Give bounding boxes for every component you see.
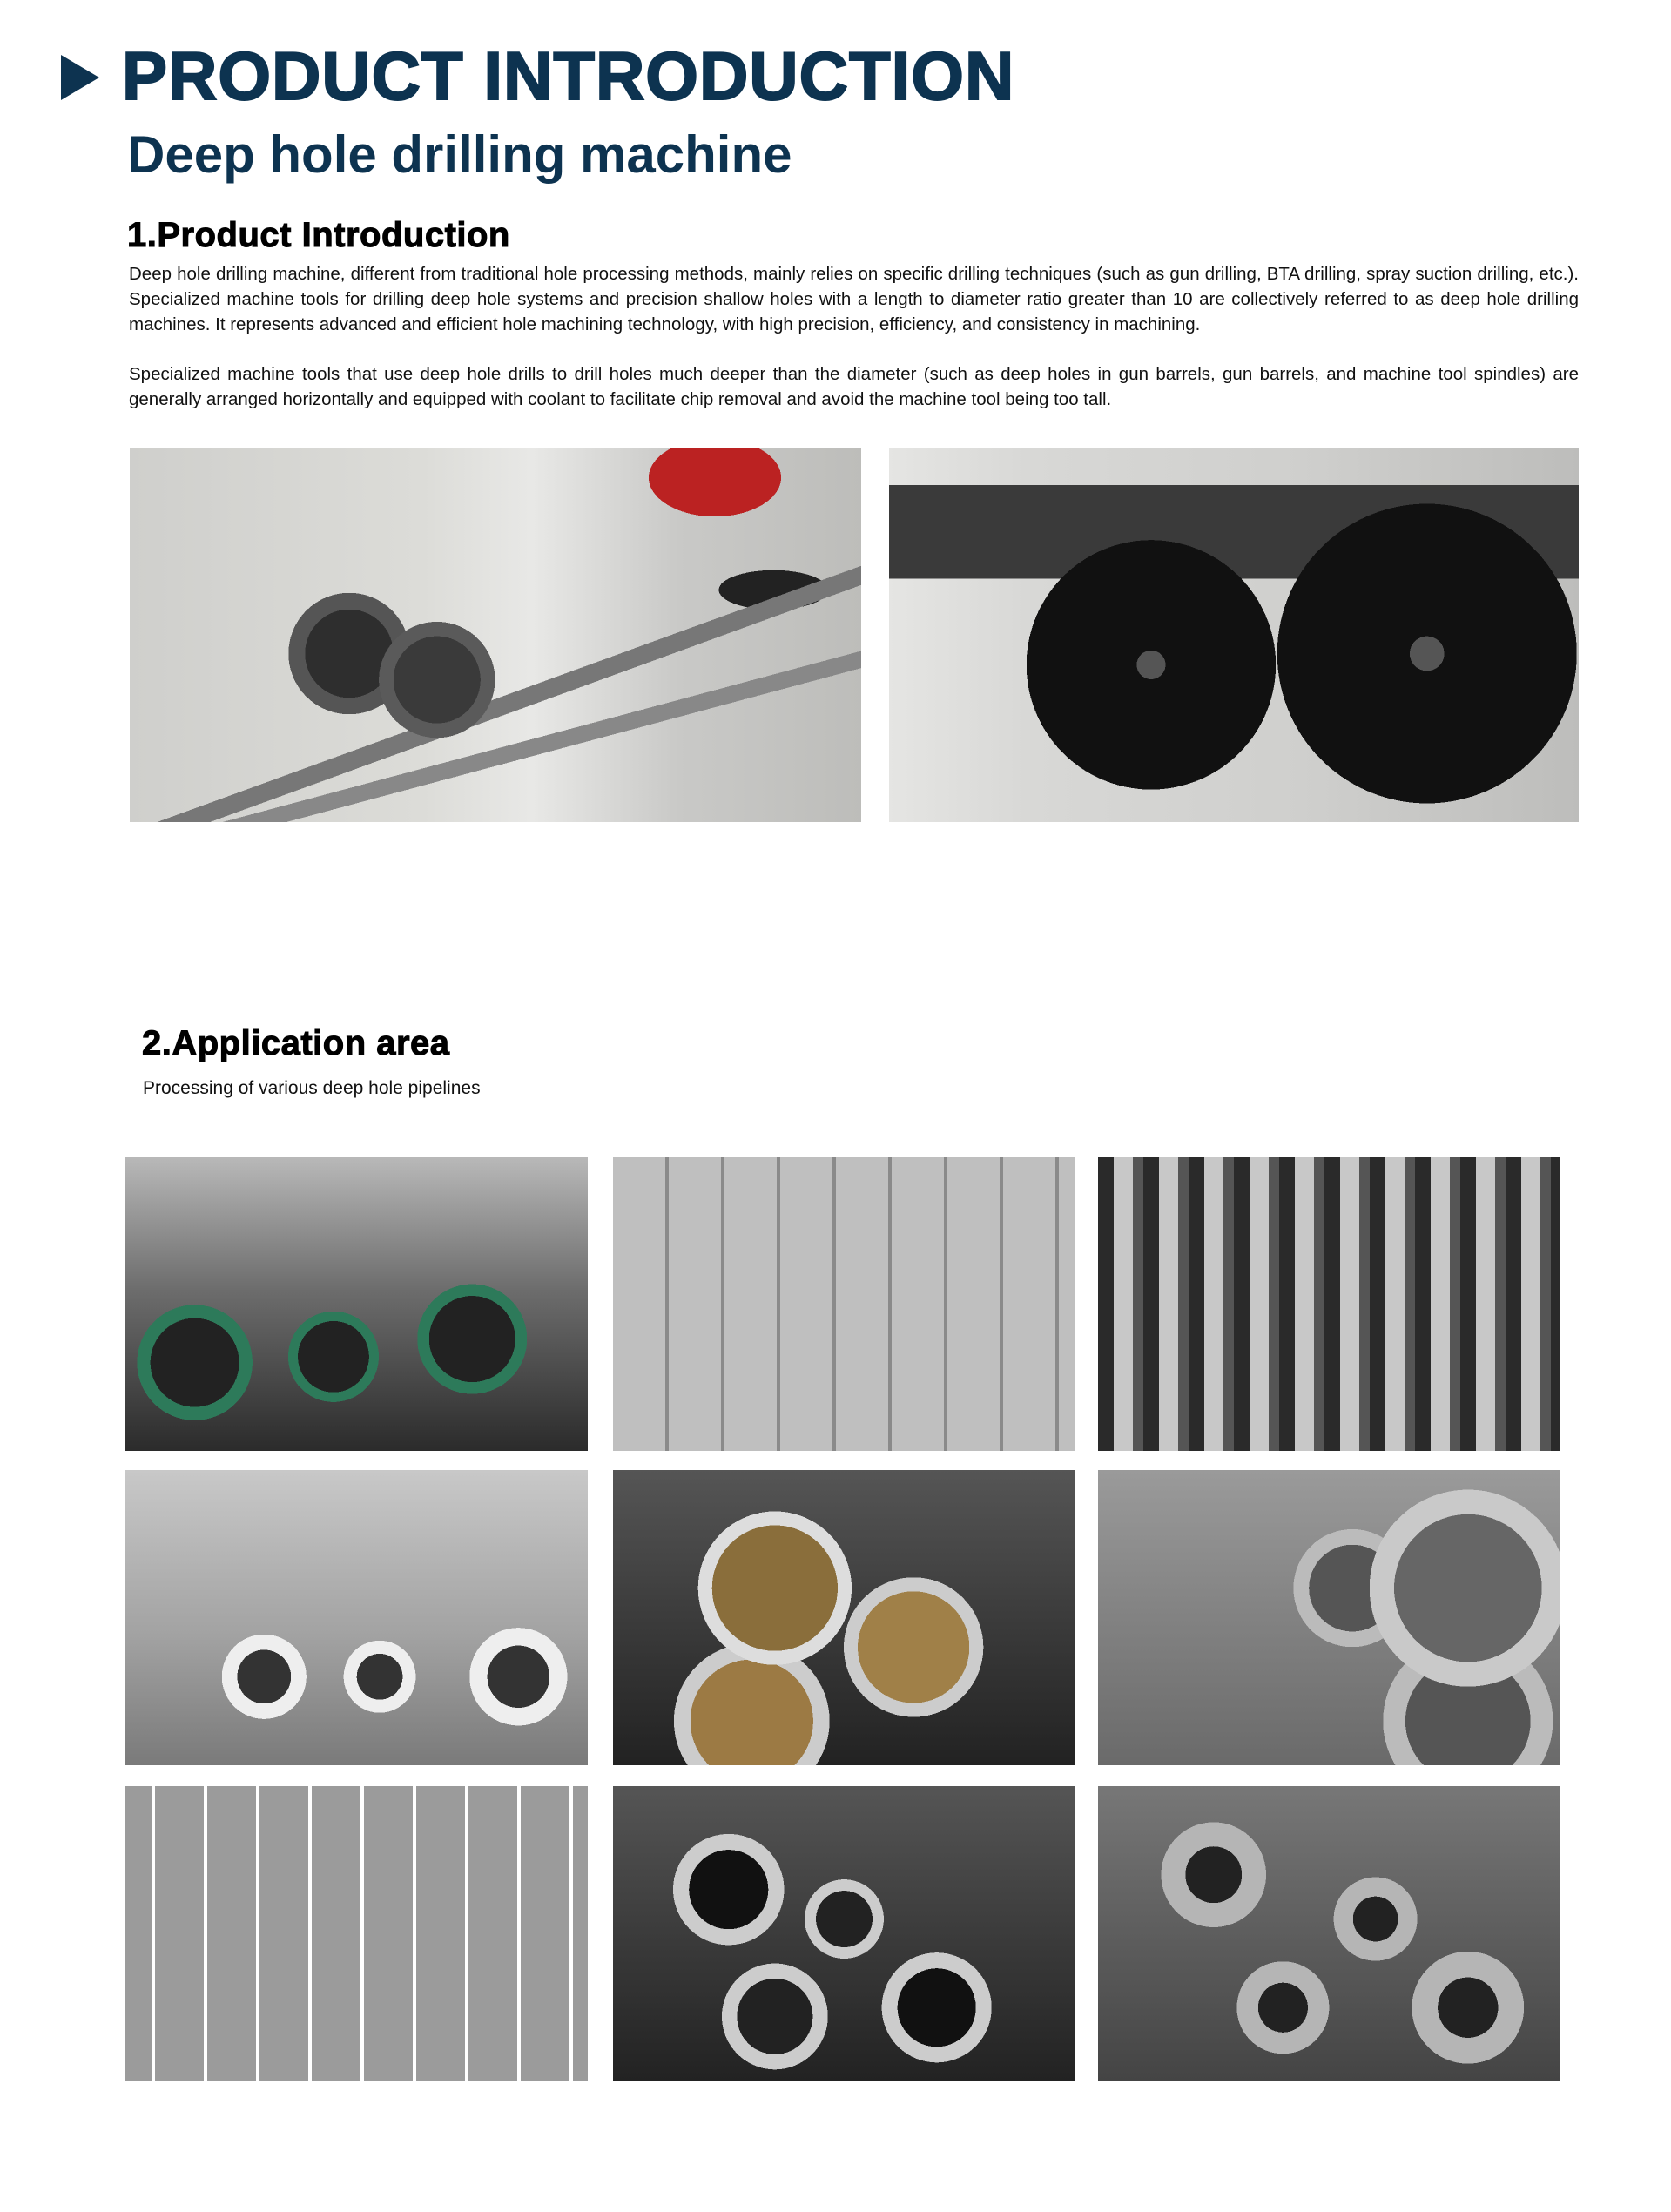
gallery-photo-8 [613, 1786, 1075, 2081]
gallery-photo-1 [125, 1157, 588, 1451]
gallery-photo-6 [1098, 1470, 1560, 1765]
intro-paragraph-2: Specialized machine tools that use deep hole drills to drill holes much deeper than the diameter (such as deep holes in gun barrels, gun barrels, and machine tool spindles) are generally arranged horizontally and equipped with coolant to facilitate chip removal and avoid the machine tool being too tall. [129, 364, 1579, 409]
machine-photo-spindle [130, 448, 861, 822]
product-name: Deep hole drilling machine [127, 125, 792, 184]
intro-paragraph-1: Deep hole drilling machine, different from traditional hole processing methods, mainly relies on specific drilling techniques (such as gun drilling, BTA drilling, spray suction drilling, etc.). Specialized machine tools for drilling deep hole systems and precision shallow holes with a length to diameter ratio greater than 10 are collectively referred to as deep hole drilling machines. It represents advanced and efficient hole machining technology, with high precision, efficiency, and consistency in machining. [129, 264, 1579, 334]
machine-photo-fans [889, 448, 1579, 822]
application-subtitle: Processing of various deep hole pipelines [143, 1078, 481, 1098]
application-heading: 2.Application area [142, 1024, 450, 1062]
gallery-photo-4 [125, 1470, 588, 1765]
gallery-photo-7 [125, 1786, 588, 2081]
gallery-photo-2 [613, 1157, 1075, 1451]
gallery-photo-5 [613, 1470, 1075, 1765]
section-title: PRODUCT INTRODUCTION [122, 37, 1015, 114]
triangle-right-icon [61, 55, 99, 100]
gallery-photo-3 [1098, 1157, 1560, 1451]
gallery-photo-9 [1098, 1786, 1560, 2081]
intro-heading: 1.Product Introduction [127, 216, 510, 254]
